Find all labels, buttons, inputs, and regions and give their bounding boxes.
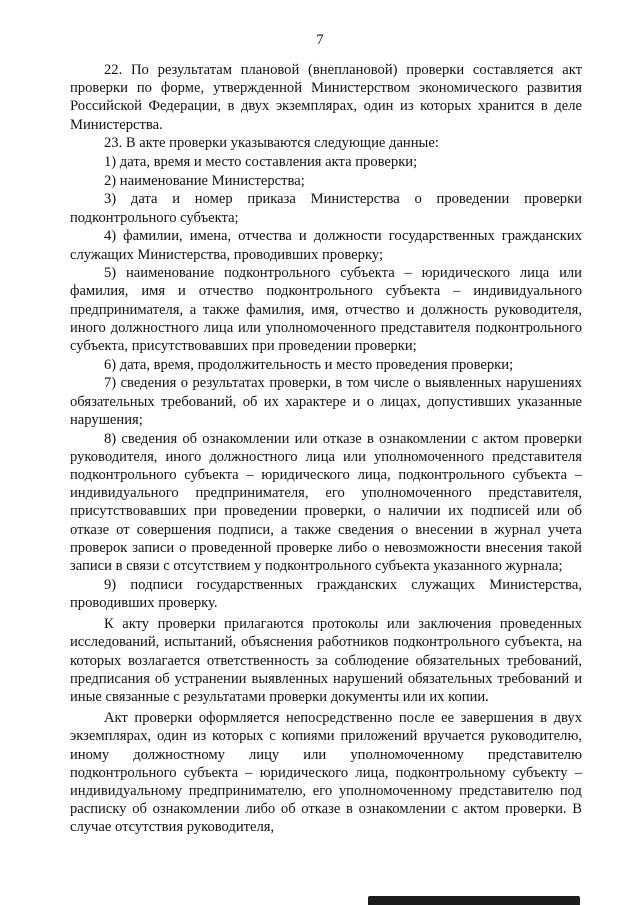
document-body bbox=[70, 61, 582, 837]
act-delivery-paragraph: Акт проверки оформляется непосредственно после ее завершения в двух экземплярах, один из которых с копиями приложений вручается руководителю, иному должностному лицу или уполномоченному представителю подконтрольного субъекта – юридического лица, подконтрольному субъекту – индивидуальному предпринимателю, его уполномоченному представителю под расписку об ознакомлении либо об отказе в ознакомлении с актом проверки. В случае отсутствия руководителя, bbox=[70, 710, 582, 836]
list-item-1: 1) дата, время и место составления акта проверки; bbox=[104, 154, 418, 171]
list-item-2: 2) наименование Министерства; bbox=[104, 172, 305, 189]
list-item-3: 3) дата и номер приказа Министерства о проведении проверки подконтрольного субъекта; bbox=[70, 191, 582, 226]
page-number: 7 bbox=[316, 32, 324, 48]
list-item-7: 7) сведения о результатах проверки, в том числе о выявленных нарушениях обязательных требований, об их характере и о лицах, допустивших указанные нарушения; bbox=[70, 375, 582, 428]
list-item-4: 4) фамилии, имена, отчества и должности государственных гражданских служащих Министерства, проводивших проверку; bbox=[70, 228, 582, 263]
list-item-5: 5) наименование подконтрольного субъекта – юридического лица или фамилия, имя и отчество подконтрольного субъекта – индивидуального предпринимателя, а также фамилия, имя, отчество и должность руководителя, иного должностного лица или уполномоченного представителя подконтрольного субъекта, присутствовавших при проведении проверки; bbox=[70, 265, 582, 355]
list-item-9: 9) подписи государственных гражданских служащих Министерства, проводивших проверку. bbox=[70, 576, 582, 611]
list-item-8: 8) сведения об ознакомлении или отказе в ознакомлении с актом проверки руководителя, иного должностного лица или уполномоченного представителя подконтрольного субъекта – юридического лица, подконтрольного субъекта – индивидуального предпринимателя, его уполномоченного представителя, присутствовавших при проведении проверки, о наличии их подписей или об отказе от совершения подписи, а также сведения о внесении в журнал учета проверок записи о проведенной проверке либо о невозможности внесения такой записи в связи с отсутствием у подконтрольного субъекта указанного журнала; bbox=[70, 430, 582, 574]
list-item-6: 6) дата, время, продолжительность и место проведения проверки; bbox=[104, 356, 514, 373]
paragraph-item-23: 23. В акте проверки указываются следующие данные: bbox=[104, 135, 439, 152]
paragraph-item-22: 22. По результатам плановой (внеплановой) проверки составляется акт проверки по форме, утвержденной Министерством экономического развития Российской Федерации, в двух экземплярах, один из которых хранится в деле Министерства. bbox=[70, 62, 582, 133]
scan-edge-mark bbox=[368, 896, 580, 905]
attachments-paragraph: К акту проверки прилагаются протоколы или заключения проведенных исследований, испытаний, объяснения работников подконтрольного субъекта, на которых возлагается ответственность за соблюдение обязательных требований, предписания об устранении выявленных нарушений обязательных требований и иные связанные с результатами проверки документы или их копии. bbox=[70, 616, 582, 705]
